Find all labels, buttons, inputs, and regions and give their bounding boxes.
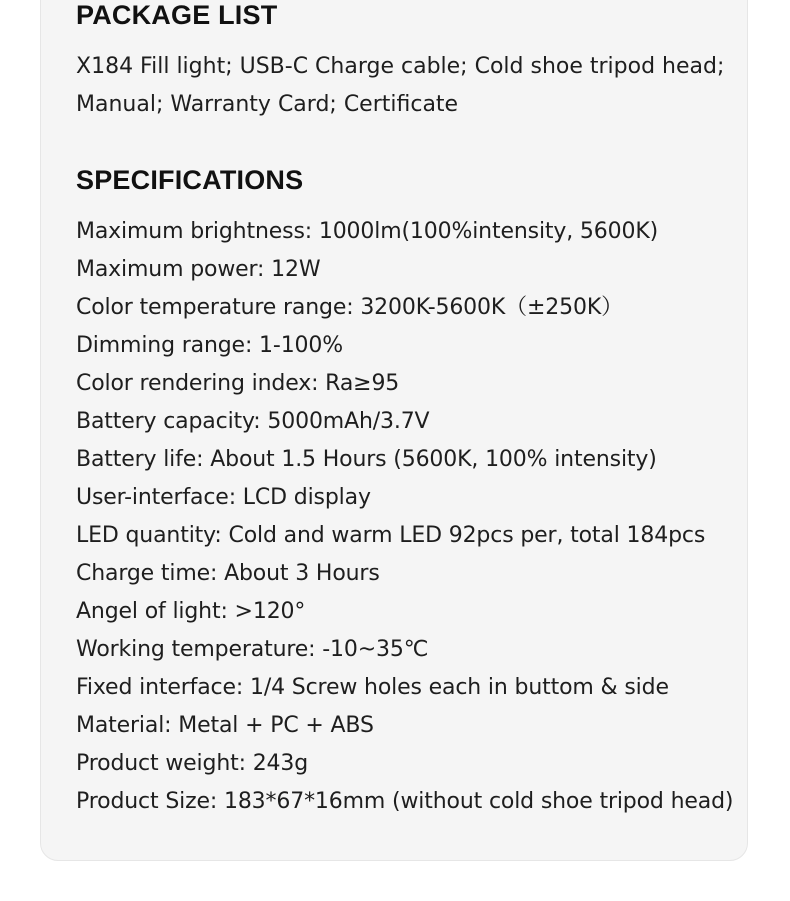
specifications-list bbox=[76, 213, 733, 821]
spec-item-product-size: Product Size: 183*67*16mm (without cold shoe tripod head) bbox=[76, 789, 734, 814]
package-list-line: X184 Fill light; USB-C Charge cable; Cold shoe tripod head; bbox=[76, 54, 725, 79]
spec-item-led-quantity: LED quantity: Cold and warm LED 92pcs per, total 184pcs bbox=[76, 523, 706, 548]
spec-item-battery-life: Battery life: About 1.5 Hours (5600K, 100% intensity) bbox=[76, 447, 657, 472]
spec-item-max-brightness: Maximum brightness: 1000lm(100%intensity, 5600K) bbox=[76, 219, 659, 244]
specifications-title: SPECIFICATIONS bbox=[76, 165, 304, 195]
spec-item-product-weight: Product weight: 243g bbox=[76, 751, 309, 776]
spec-item-dimming-range: Dimming range: 1-100% bbox=[76, 333, 343, 358]
spec-item-material: Material: Metal + PC + ABS bbox=[76, 713, 374, 738]
spec-item-fixed-interface: Fixed interface: 1/4 Screw holes each in buttom & side bbox=[76, 675, 669, 700]
spec-item-color-temperature: Color temperature range: 3200K-5600K（±250K） bbox=[76, 295, 623, 320]
package-list-title: PACKAGE LIST bbox=[76, 0, 278, 30]
spec-item-user-interface: User-interface: LCD display bbox=[76, 485, 371, 510]
spec-item-max-power: Maximum power: 12W bbox=[76, 257, 321, 282]
package-list-line: Manual; Warranty Card; Certificate bbox=[76, 92, 459, 117]
spec-item-battery-capacity: Battery capacity: 5000mAh/3.7V bbox=[76, 409, 430, 434]
spec-item-angle-of-light: Angel of light: >120° bbox=[76, 599, 306, 624]
spec-item-working-temperature: Working temperature: -10~35℃ bbox=[76, 637, 429, 662]
spec-item-charge-time: Charge time: About 3 Hours bbox=[76, 561, 380, 586]
spec-item-color-rendering: Color rendering index: Ra≥95 bbox=[76, 371, 400, 396]
